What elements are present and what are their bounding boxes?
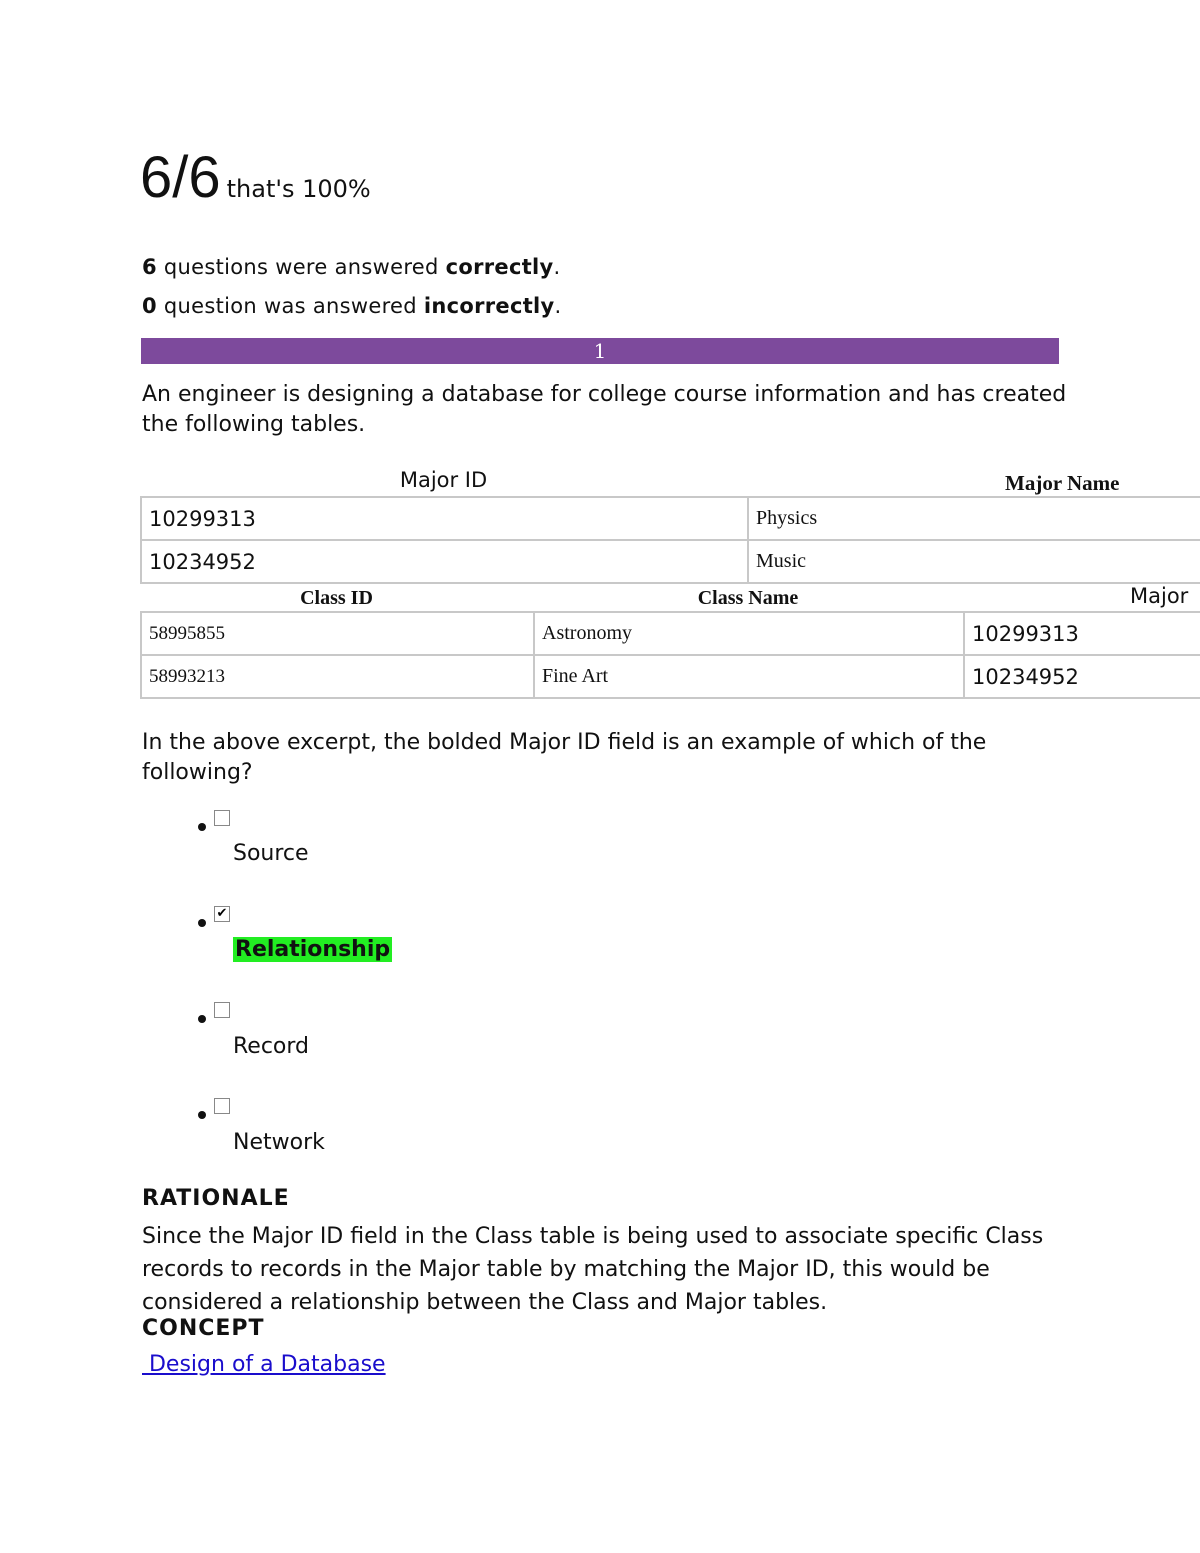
concept-heading: CONCEPT — [142, 1316, 265, 1341]
major-table — [140, 496, 1200, 584]
bullet-icon — [198, 823, 206, 831]
question-number: 1 — [593, 339, 607, 363]
option-label[interactable]: Network — [233, 1130, 325, 1155]
class-major-header: Major — [1130, 584, 1189, 608]
bullet-icon — [198, 1111, 206, 1119]
incorrect-summary-text: question was answered — [156, 294, 424, 318]
correct-count: 6 — [142, 255, 157, 279]
option-checkbox-checked[interactable] — [214, 906, 230, 922]
class-name-cell: Fine Art — [534, 655, 964, 698]
question-prompt: An engineer is designing a database for college course information and has created the following tables. — [142, 382, 1067, 437]
class-major-cell: 10299313 — [964, 612, 1200, 655]
incorrect-emphasis: incorrectly — [423, 294, 555, 318]
option-label-correct[interactable] — [233, 937, 392, 962]
major-id-header: Major ID — [399, 468, 488, 492]
checkmark-icon: ✔ — [216, 906, 228, 921]
option-label[interactable]: Source — [233, 841, 309, 866]
class-name-cell: Astronomy — [534, 612, 964, 655]
incorrect-count: 0 — [142, 294, 157, 318]
table-row — [141, 540, 1200, 583]
rationale-heading: RATIONALE — [142, 1186, 290, 1211]
table-row — [141, 497, 1200, 540]
option-checkbox[interactable] — [214, 810, 230, 826]
rationale-text: Since the Major ID field in the Class table is being used to associate specific Class records to records in the Major table by matching the Major ID, this would be considered a relationship between the Class and Major tables. — [142, 1224, 1044, 1315]
major-id-cell: 10234952 — [141, 540, 748, 583]
concept-link[interactable]: Design of a Database — [142, 1352, 386, 1377]
correct-summary: 6 questions were answered correctly. — [142, 255, 561, 279]
bullet-icon — [198, 919, 206, 927]
major-id-cell: 10299313 — [141, 497, 748, 540]
score-fraction: 6/6 — [140, 145, 221, 210]
bullet-icon — [198, 1015, 206, 1023]
option-checkbox[interactable] — [214, 1002, 230, 1018]
score-percent: that's 100% — [226, 175, 371, 203]
class-id-cell: 58995855 — [141, 612, 534, 655]
question-ask: In the above excerpt, the bolded Major ID field is an example of which of the following? — [142, 730, 987, 785]
correct-summary-text: questions were answered — [156, 255, 446, 279]
major-name-cell: Physics — [748, 497, 1200, 540]
class-major-cell: 10234952 — [964, 655, 1200, 698]
incorrect-summary: 0 question was answered incorrectly. — [142, 294, 562, 318]
option-label[interactable]: Record — [233, 1034, 310, 1059]
major-name-cell: Music — [748, 540, 1200, 583]
class-name-header: Class Name — [697, 587, 799, 609]
table-row — [141, 612, 1200, 655]
class-id-cell: 58993213 — [141, 655, 534, 698]
option-checkbox[interactable] — [214, 1098, 230, 1114]
class-table — [140, 611, 1200, 699]
question-number-bar — [141, 338, 1059, 364]
correct-answer-highlight: Relationship — [235, 937, 391, 962]
major-name-header: Major Name — [1005, 471, 1120, 495]
correct-emphasis: correctly — [445, 255, 554, 279]
class-id-header: Class ID — [300, 587, 373, 609]
table-row — [141, 655, 1200, 698]
score-heading — [140, 143, 371, 213]
